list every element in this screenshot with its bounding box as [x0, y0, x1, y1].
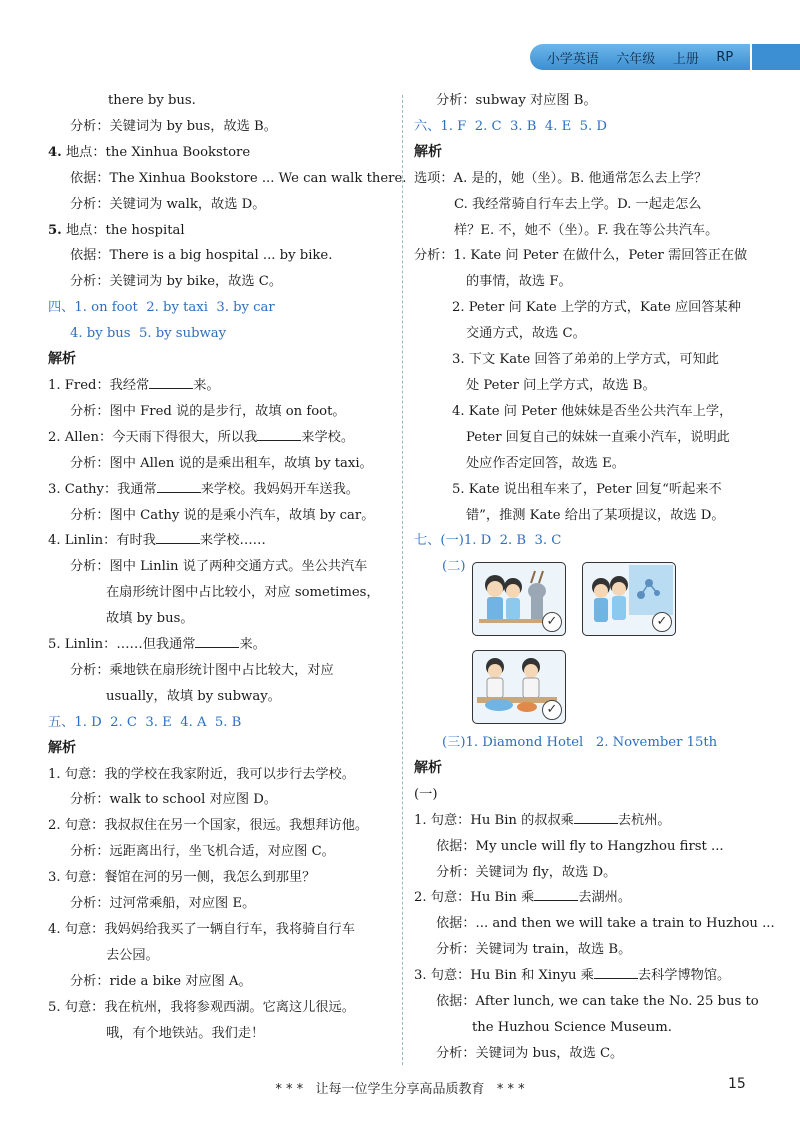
text-line: 依据：... and then we will take a train to Huzhou ... — [436, 916, 775, 932]
text-line: there by bus. — [108, 93, 196, 108]
text-line: 分析：关键词为 walk，故选 D。 — [70, 196, 266, 212]
answer: 4. A — [180, 714, 207, 730]
item-number: 4. — [48, 144, 62, 160]
question-text: 来学校…… — [199, 533, 266, 549]
text-line: 分析：图中 Cathy 说的是乘小汽车，故填 by car。 — [70, 507, 375, 523]
text-line: 4. Kate 问 Peter 他妹妹是否坐公共汽车上学， — [452, 403, 733, 419]
answer-pictures — [470, 562, 720, 732]
answer: 1. F — [440, 118, 467, 134]
text-line: 的事情，故选 F。 — [466, 274, 572, 290]
text-line: 分析：关键词为 train，故选 B。 — [436, 942, 632, 958]
answer: 3. B — [509, 118, 537, 134]
text-line: 依据：My uncle will fly to Hangzhou first ... — [436, 838, 724, 854]
question-text: 5. Linlin：……但我通常 — [48, 637, 196, 653]
text-line: 地点：the hospital — [65, 222, 185, 238]
answer: 5. by subway — [138, 326, 227, 342]
analysis-heading: 解析 — [48, 739, 76, 756]
answer: 4. by bus — [70, 326, 131, 342]
text-line: 分析：ride a bike 对应图 A。 — [70, 973, 252, 989]
right-column-lower — [414, 730, 775, 1067]
answer: 5. D — [579, 118, 607, 134]
sub-label: (一) — [414, 786, 438, 802]
question-text: 1. 句意：Hu Bin 的叔叔乘 — [414, 812, 574, 828]
answer: 2. C — [110, 714, 137, 730]
answer: 2. November 15th — [595, 735, 718, 750]
text-line: 5. Kate 说出租车来了，Peter 回复“听起来不 — [452, 481, 722, 497]
edition-label: RP — [716, 49, 734, 65]
check-mark-icon: ✓ — [542, 612, 562, 632]
question-text: 3. 句意：Hu Bin 和 Xinyu 乘 — [414, 968, 594, 984]
question-text: 2. 句意：Hu Bin 乘 — [414, 890, 535, 906]
section-5-answers — [48, 710, 393, 736]
text-line: 依据：After lunch, we can take the No. 25 bus to — [436, 994, 759, 1010]
text-line: 分析：关键词为 by bus，故选 B。 — [70, 118, 277, 134]
part-label: (一) — [440, 533, 464, 549]
section-4-answers — [48, 295, 393, 321]
header-banner — [530, 44, 750, 70]
question-text: 来学校。 — [301, 429, 355, 445]
page-number: 15 — [728, 1076, 746, 1092]
answer: 2. B — [499, 533, 527, 549]
text-line: 分析：关键词为 bus，故选 C。 — [436, 1045, 624, 1061]
header-bar — [752, 44, 800, 70]
analysis-heading: 解析 — [48, 351, 76, 368]
question-text: 去杭州。 — [617, 812, 671, 828]
answer: 4. E — [544, 118, 572, 134]
text-line: C. 我经常骑自行车去上学。D. 一起走怎么 — [454, 196, 702, 212]
text-line: 去公园。 — [106, 947, 159, 963]
fill-blank — [534, 888, 578, 901]
text-line: 2. 句意：我叔叔住在另一个国家，很远。我想拜访他。 — [48, 818, 369, 834]
volume-label: 上册 — [672, 51, 699, 67]
text-line: 依据：The Xinhua Bookstore ... We can walk there. — [70, 170, 407, 186]
text-line: 处应作否定回答，故选 E。 — [466, 455, 625, 471]
text-line: 1. 句意：我的学校在我家附近，我可以步行去学校。 — [48, 766, 355, 782]
text-line: 4. 句意：我妈妈给我买了一辆自行车，我将骑自行车 — [48, 922, 355, 937]
fill-blank — [594, 966, 638, 979]
subject-label: 小学英语 — [546, 51, 599, 67]
text-line: 5. 句意：我在杭州，我将参观西湖。它离这儿很远。 — [48, 999, 355, 1015]
text-line: 分析：图中 Allen 说的是乘出租车，故填 by taxi。 — [70, 455, 373, 471]
answer: 1. Diamond Hotel — [465, 735, 584, 750]
section-label: 六、 — [414, 118, 441, 134]
picture-boys-eating — [472, 650, 566, 724]
text-line: 在扇形统计图中占比较小，对应 sometimes， — [106, 585, 380, 601]
section-6-answers — [414, 114, 754, 140]
answer: 1. D — [74, 714, 102, 730]
fill-blank — [257, 428, 301, 441]
question-text: 3. Cathy：我通常 — [48, 481, 157, 497]
text-line: 分析：walk to school 对应图 D。 — [70, 792, 277, 808]
text-line: 依据：There is a big hospital ... by bike. — [70, 248, 333, 264]
footer-slogan: 让每一位学生分享高品质教育 — [315, 1082, 485, 1097]
question-text: 去科学博物馆。 — [637, 968, 731, 984]
answer: 2. C — [474, 118, 502, 134]
answer: 3. E — [145, 714, 172, 730]
text-line: the Huzhou Science Museum. — [472, 1019, 672, 1035]
fill-blank — [157, 480, 201, 493]
answer: 2. by taxi — [146, 300, 208, 316]
column-divider — [402, 95, 403, 1065]
question-text: 1. Fred：我经常 — [48, 377, 150, 393]
left-column — [48, 88, 407, 1047]
text-line: Peter 回复自己的妹妹一直乘小汽车，说明此 — [466, 429, 730, 445]
right-column — [414, 88, 754, 580]
text-line: 地点：the Xinhua Bookstore — [65, 144, 251, 160]
question-text: 来。 — [239, 637, 266, 653]
answer: 1. on foot — [74, 300, 138, 316]
check-mark-icon: ✓ — [542, 700, 562, 720]
section-7-answers — [414, 528, 754, 554]
text-line: 2. Peter 问 Kate 上学的方式，Kate 应回答某种 — [452, 300, 741, 316]
text-line: 分析：subway 对应图 B。 — [436, 93, 597, 108]
footer-stars-right: * * * — [496, 1082, 525, 1097]
answer: 5. B — [214, 714, 242, 730]
page-footer — [0, 1078, 800, 1097]
answer: 1. D — [463, 533, 492, 549]
text-line: 选项：A. 是的，她（坐）。B. 他通常怎么去上学？ — [414, 170, 708, 186]
analysis-heading: 解析 — [414, 143, 442, 160]
part-2-label: (二) — [442, 559, 466, 575]
check-mark-icon: ✓ — [652, 612, 672, 632]
grade-label: 六年级 — [616, 51, 656, 67]
item-number: 5. — [48, 222, 62, 238]
picture-boys-with-deer — [472, 562, 566, 636]
text-line: 分析：过河常乘船，对应图 E。 — [70, 896, 256, 912]
text-line: 样？E. 不，她不（坐）。F. 我在等公共汽车。 — [454, 222, 719, 238]
answer: 3. C — [534, 533, 562, 549]
text-line: 分析：乘地铁在扇形统计图中占比较大，对应 — [70, 662, 334, 678]
answer: 3. by car — [216, 300, 275, 316]
text-line: 分析：图中 Fred 说的是步行，故填 on foot。 — [70, 403, 346, 419]
fill-blank — [195, 635, 239, 648]
section-label: 七、 — [414, 533, 441, 549]
fill-blank — [149, 376, 193, 389]
text-line: 分析：图中 Linlin 说了两种交通方式。坐公共汽车 — [70, 559, 368, 575]
text-line: 错”，推测 Kate 给出了某项提议，故选 D。 — [466, 507, 725, 523]
question-text: 来学校。我妈妈开车送我。 — [200, 481, 359, 497]
footer-stars-left: * * * — [275, 1082, 304, 1097]
question-text: 4. Linlin：有时我 — [48, 533, 156, 549]
picture-boys-with-model — [582, 562, 676, 636]
section-4-answers-cont — [48, 321, 393, 347]
section-label: 五、 — [48, 714, 75, 730]
text-line: 处 Peter 问上学方式，故选 B。 — [466, 377, 656, 393]
text-line: 哦，有个地铁站。我们走！ — [106, 1025, 265, 1041]
text-line: 3. 下文 Kate 回答了弟弟的上学方式，可知此 — [452, 352, 719, 368]
question-text: 来。 — [193, 377, 220, 393]
fill-blank — [574, 811, 618, 824]
text-line: 分析：关键词为 fly，故选 D。 — [436, 864, 617, 880]
fill-blank — [156, 531, 200, 544]
analysis-heading: 解析 — [414, 759, 442, 776]
part-label: (三) — [442, 735, 466, 750]
text-line: 分析：1. Kate 问 Peter 在做什么，Peter 需回答正在做 — [414, 248, 748, 264]
text-line: 分析：远距离出行，坐飞机合适，对应图 C。 — [70, 844, 335, 860]
question-text: 2. Allen：今天雨下得很大，所以我 — [48, 429, 258, 445]
text-line: 交通方式，故选 C。 — [466, 326, 586, 342]
text-line: 分析：关键词为 by bike，故选 C。 — [70, 274, 283, 290]
text-line: usually，故填 by subway。 — [106, 688, 281, 704]
question-text: 去湖州。 — [578, 890, 632, 906]
part-3-answers — [414, 730, 754, 756]
text-line: 故填 by bus。 — [106, 611, 194, 627]
text-line: 3. 句意：餐馆在河的另一侧，我怎么到那里？ — [48, 870, 316, 886]
section-label: 四、 — [48, 300, 75, 316]
